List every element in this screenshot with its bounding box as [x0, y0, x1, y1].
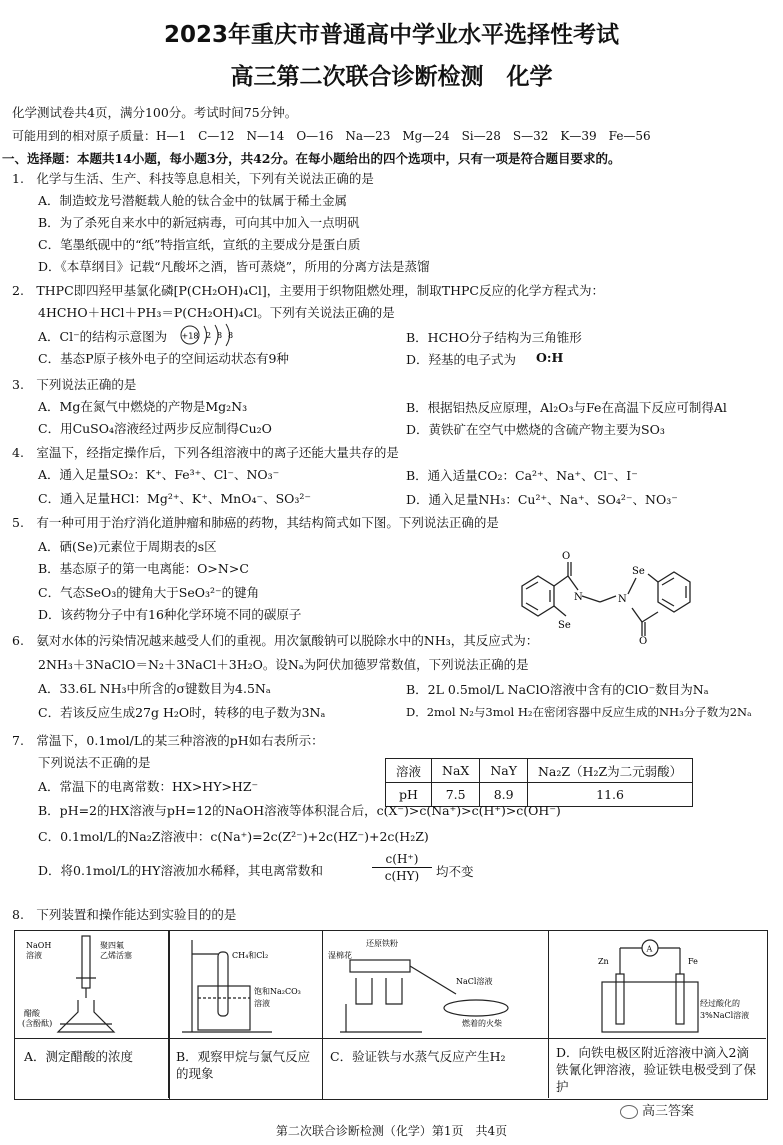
- ph-table-header: [386, 759, 693, 783]
- intro-line-2: 可能用到的相对原子质量：H—1 C—12 N—14 O—16 Na—23 Mg—24 Si—28 S—32 K—39 Fe—56: [12, 129, 651, 143]
- q4-option-b: B．通入适量CO₂：Ca²⁺、Na⁺、Cl⁻、I⁻: [406, 468, 638, 483]
- table-cell: 11.6: [527, 783, 692, 807]
- q3-option-d: D．黄铁矿在空气中燃烧的含硫产物主要为SO₃: [406, 422, 665, 437]
- table-cell: NaX: [432, 759, 480, 783]
- svg-text:Fe: Fe: [688, 957, 698, 966]
- svg-text:8: 8: [217, 331, 223, 340]
- section-heading: 一、选择题：本题共14小题，每小题3分，共42分。在每小题给出的四个选项中，只有一项是符合题目要求的。: [2, 151, 621, 166]
- q8-stem: 8. 下列装置和操作能达到实验目的的是: [12, 907, 237, 922]
- svg-text:NaCl溶液: NaCl溶液: [456, 977, 493, 986]
- svg-text:燃着的火柴: 燃着的火柴: [462, 1019, 502, 1028]
- q4-option-a: A．通入足量SO₂：K⁺、Fe³⁺、Cl⁻、NO₃⁻: [38, 467, 280, 482]
- q8-caption-c: C．验证铁与水蒸气反应产生H₂: [330, 1049, 506, 1064]
- q7-stem: 7. 常温下，0.1mol/L的某三种溶液的pH如右表所示：: [12, 733, 324, 748]
- q1-option-d: D．《本草纲目》记载“凡酸坏之酒，皆可蒸烧”，所用的分离方法是蒸馏: [38, 259, 430, 274]
- q3-stem: 3. 下列说法正确的是: [12, 377, 137, 392]
- svg-text:经过酸化的: 经过酸化的: [700, 999, 740, 1008]
- exam-title: 2023年重庆市普通高中学业水平选择性考试: [163, 22, 619, 48]
- apparatus-b-methane-chlorine: [172, 934, 318, 1036]
- ph-table: [385, 758, 693, 807]
- svg-text:湿棉花: 湿棉花: [328, 951, 352, 960]
- svg-text:溶液: 溶液: [254, 999, 270, 1008]
- q5-stem: 5. 有一种可用于治疗消化道肿瘤和肺癌的药物，其结构简式如下图。下列说法正确的是: [12, 515, 499, 530]
- svg-text:(含酚酞): (含酚酞): [22, 1019, 53, 1028]
- fraction-denominator: c(HY): [384, 869, 420, 883]
- q4-option-c: C．通入足量HCl：Mg²⁺、K⁺、MnO₄⁻、SO₃²⁻: [38, 491, 312, 506]
- table-cell: 溶液: [386, 759, 432, 783]
- svg-text:N: N: [574, 592, 583, 603]
- q7-option-d-tail: 均不变: [436, 864, 474, 879]
- q6-option-d: D．2mol N₂与3mol H₂在密闭容器中反应生成的NH₃分子数为2Nₐ: [406, 705, 752, 719]
- svg-text:8: 8: [228, 331, 234, 340]
- q2-option-c: C．基态P原子核外电子的空间运动状态有9种: [38, 351, 289, 366]
- q8-caption-b: B．观察甲烷与氯气反应的现象: [176, 1049, 311, 1081]
- svg-text:+18: +18: [181, 331, 199, 341]
- q5-option-c: C．气态SeO₃的键角大于SeO₃²⁻的键角: [38, 585, 260, 600]
- q4-stem: 4. 室温下，经指定操作后，下列各组溶液中的离子还能大量共存的是: [12, 445, 399, 460]
- q7-option-a: A．常温下的电离常数：HX>HY>HZ⁻: [38, 779, 259, 794]
- q7-option-b: B．pH=2的HX溶液与pH=12的NaOH溶液等体积混合后，c(X⁻)>c(Na⁺)>c(H⁺)>c(OH⁻): [38, 803, 561, 818]
- svg-text:Se: Se: [558, 620, 571, 631]
- q1-option-a: A．制造蛟龙号潜艇载人舱的钛合金中的钛属于稀土金属: [38, 193, 348, 208]
- q1-stem: 1. 化学与生活、生产、科技等息息相关，下列有关说法正确的是: [12, 171, 374, 186]
- svg-text:N: N: [618, 594, 627, 605]
- svg-text:乙烯活塞: 乙烯活塞: [100, 951, 132, 960]
- q6-stem: 6. 氨对水体的污染情况越来越受人们的重视。用次氯酸钠可以脱除水中的NH₃，其反应式为：: [12, 633, 539, 648]
- q6-stem-2: 2NH₃＋3NaClO＝N₂＋3NaCl＋3H₂O。设Nₐ为阿伏加德罗常数值，下列说法正确的是: [38, 657, 529, 672]
- svg-text:Zn: Zn: [598, 957, 609, 966]
- q6-option-b: B．2L 0.5mol/L NaClO溶液中含有的ClO⁻数目为Nₐ: [406, 682, 709, 697]
- svg-text:3%NaCl溶液: 3%NaCl溶液: [700, 1011, 750, 1020]
- svg-text:O: O: [562, 551, 571, 562]
- q4-option-d: D．通入足量NH₃：Cu²⁺、Na⁺、SO₄²⁻、NO₃⁻: [406, 492, 678, 507]
- q7-option-d: D．将0.1mol/L的HY溶液加水稀释，其电离常数和: [38, 863, 323, 878]
- watermark: [620, 1100, 694, 1119]
- q2-stem-2: 4HCHO＋HCl＋PH₃＝P(CH₂OH)₄Cl。下列有关说法正确的是: [38, 305, 395, 320]
- svg-text:还原铁粉: 还原铁粉: [366, 939, 398, 948]
- svg-text:O: O: [639, 636, 648, 644]
- svg-text:聚四氟: 聚四氟: [100, 941, 124, 950]
- q2-option-d: D．羟基的电子式为: [406, 352, 517, 367]
- fraction-numerator: c(H⁺): [372, 851, 432, 868]
- svg-text:CH₄和Cl₂: CH₄和Cl₂: [232, 951, 269, 960]
- table-cell: pH: [386, 783, 432, 807]
- q7-option-c: C．0.1mol/L的Na₂Z溶液中：c(Na⁺)=2c(Z²⁻)+2c(HZ⁻)+2c(H₂Z): [38, 829, 429, 844]
- intro-line-1: 化学测试卷共4页，满分100分。考试时间75分钟。: [12, 105, 298, 120]
- q6-option-a: A．33.6L NH₃中所含的σ键数目为4.5Nₐ: [38, 681, 271, 696]
- q8-caption-a: A．测定醋酸的浓度: [24, 1049, 134, 1064]
- hydroxyl-electron-formula: O:H: [536, 350, 564, 365]
- table-cell: Na₂Z（H₂Z为二元弱酸）: [527, 759, 692, 783]
- q3-option-a: A．Mg在氮气中燃烧的产物是Mg₂N₃: [38, 399, 248, 414]
- q2-option-b: B．HCHO分子结构为三角锥形: [406, 330, 582, 345]
- svg-text:Se: Se: [632, 566, 645, 577]
- apparatus-a-titration: [20, 934, 166, 1036]
- q8-caption-d: D．向铁电极区附近溶液中滴入2滴铁氰化钾溶液，验证铁电极受到了保护: [556, 1045, 757, 1094]
- q3-option-c: C．用CuSO₄溶液经过两步反应制得Cu₂O: [38, 421, 272, 436]
- apparatus-d-galvanic-cell: [552, 934, 764, 1036]
- q7-stem-2: 下列说法不正确的是: [38, 755, 151, 770]
- wechat-icon: [620, 1105, 638, 1119]
- q5-option-d: D．该药物分子中有16种化学环境不同的碳原子: [38, 607, 302, 622]
- q1-option-c: C．笔墨纸砚中的“纸”特指宣纸，宣纸的主要成分是蛋白质: [38, 237, 361, 252]
- q1-option-b: B．为了杀死自来水中的新冠病毒，可向其中加入一点明矾: [38, 215, 360, 230]
- watermark-text: 高三答案: [642, 1104, 695, 1119]
- svg-text:饱和Na₂CO₃: 饱和Na₂CO₃: [254, 987, 301, 996]
- page-footer: 第二次联合诊断检测（化学）第1页 共4页: [275, 1124, 508, 1138]
- table-cell: 8.9: [480, 783, 528, 807]
- apparatus-c-iron-steam: [326, 934, 546, 1036]
- svg-text:醋酸: 醋酸: [24, 1009, 40, 1018]
- svg-text:2: 2: [206, 331, 212, 340]
- q3-option-b: B．根据铝热反应原理，Al₂O₃与Fe在高温下反应可制得Al: [406, 400, 727, 415]
- drug-molecule-structure: [508, 544, 698, 644]
- table-cell: NaY: [480, 759, 528, 783]
- exam-subtitle: 高三第二次联合诊断检测 化学: [230, 64, 553, 90]
- q6-option-c: C．若该反应生成27g H₂O时，转移的电子数为3Nₐ: [38, 705, 326, 720]
- q5-option-b: B．基态原子的第一电离能：O>N>C: [38, 561, 249, 576]
- svg-text:NaOH: NaOH: [26, 941, 52, 950]
- svg-text:溶液: 溶液: [26, 951, 42, 960]
- table-cell: 7.5: [432, 783, 480, 807]
- svg-text:A: A: [646, 944, 653, 954]
- cl-ion-structure-diagram: [178, 322, 248, 348]
- q5-option-a: A．硒(Se)元素位于周期表的s区: [38, 539, 217, 554]
- q7-fraction: [372, 851, 432, 884]
- q2-option-a: A．Cl⁻的结构示意图为: [38, 329, 168, 344]
- q2-stem: 2. THPC即四羟甲基氯化磷[P(CH₂OH)₄Cl]，主要用于织物阻燃处理，制取THPC反应的化学方程式为：: [12, 283, 604, 298]
